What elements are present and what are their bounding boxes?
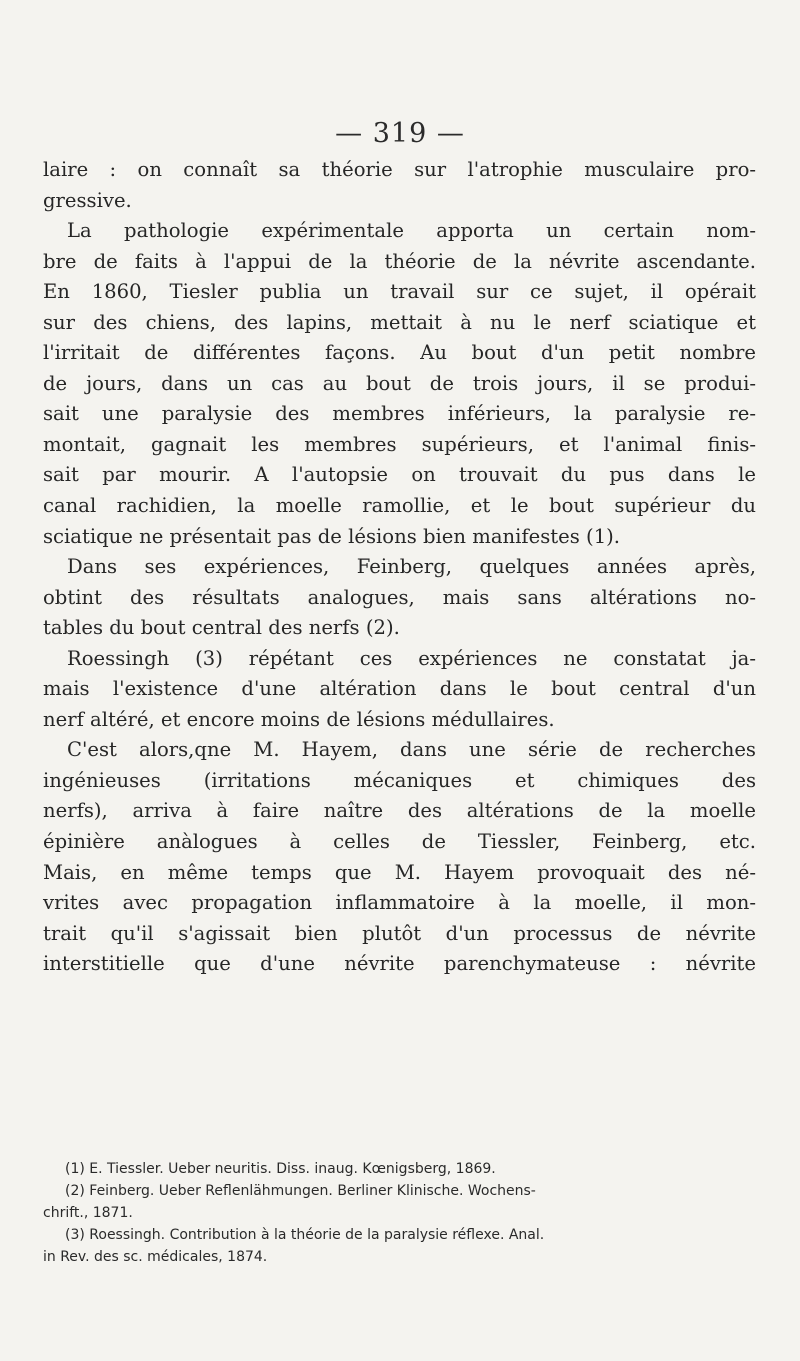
text-line: En 1860, Tiesler publia un travail sur ce sujet, il opérait [43,280,756,304]
text-line: bre de faits à l'appui de la théorie de la névrite ascendante. [43,249,756,273]
text-line: nerf altéré, et encore moins de lésions médullaires. [43,707,555,731]
text-line: C'est alors,qne M. Hayem, dans une série de recherches [67,738,756,762]
text-line: gressive. [43,188,132,212]
text-line: tables du bout central des nerfs (2). [43,616,400,640]
text-line: nerfs), arriva à faire naître des altérations de la moelle [43,799,756,823]
text-line: montait, gagnait les membres supérieurs, et l'animal finis- [43,432,756,456]
text-line: sait une paralysie des membres inférieurs, la paralysie re- [43,402,756,426]
text-line: trait qu'il s'agissait bien plutôt d'un processus de névrite [43,921,756,945]
page-number: — 319 — [335,118,465,149]
text-line: sur des chiens, des lapins, mettait à nu le nerf sciatique et [43,310,756,334]
footnotes [43,1158,756,1268]
text-line: de jours, dans un cas au bout de trois jours, il se produi- [43,371,756,395]
text-line: canal rachidien, la moelle ramollie, et le bout supérieur du [43,494,756,518]
text-line: interstitielle que d'une névrite parenchymateuse : névrite [43,952,756,976]
footnote-line: (3) Roessingh. Contribution à la théorie de la paralysie réflexe. Anal. [65,1227,545,1243]
text-line: épinière anàlogues à celles de Tiessler, Feinberg, etc. [43,830,756,854]
text-line: laire : on connaît sa théorie sur l'atrophie musculaire pro- [43,158,756,181]
text-line: Mais, en même temps que M. Hayem provoquait des né- [43,860,756,884]
text-line: sciatique ne présentait pas de lésions bien manifestes (1). [43,524,621,548]
text-line: mais l'existence d'une altération dans le bout central d'un [43,677,756,701]
text-line: sait par mourir. A l'autopsie on trouvait du pus dans le [43,463,756,487]
footnote-line: (2) Feinberg. Ueber Reflenlähmungen. Berliner Klinische. Wochens- [65,1183,536,1199]
text-line: Dans ses expériences, Feinberg, quelques années après, [67,555,756,579]
text-line: Roessingh (3) répétant ces expériences ne constatat ja- [67,646,756,670]
footnote-line: chrift., 1871. [43,1205,133,1221]
text-line: l'irritait de différentes façons. Au bout d'un petit nombre [43,341,756,365]
text-line: La pathologie expérimentale apporta un certain nom- [67,219,756,243]
body-text [43,155,756,980]
footnote-line: in Rev. des sc. médicales, 1874. [43,1249,268,1265]
text-line: vrites avec propagation inflammatoire à la moelle, il mon- [43,891,756,915]
text-line: ingénieuses (irritations mécaniques et chimiques des [43,768,756,792]
footnote-line: (1) E. Tiessler. Ueber neuritis. Diss. inaug. Kœnigsberg, 1869. [65,1161,496,1177]
text-line: obtint des résultats analogues, mais sans altérations no- [43,585,756,609]
